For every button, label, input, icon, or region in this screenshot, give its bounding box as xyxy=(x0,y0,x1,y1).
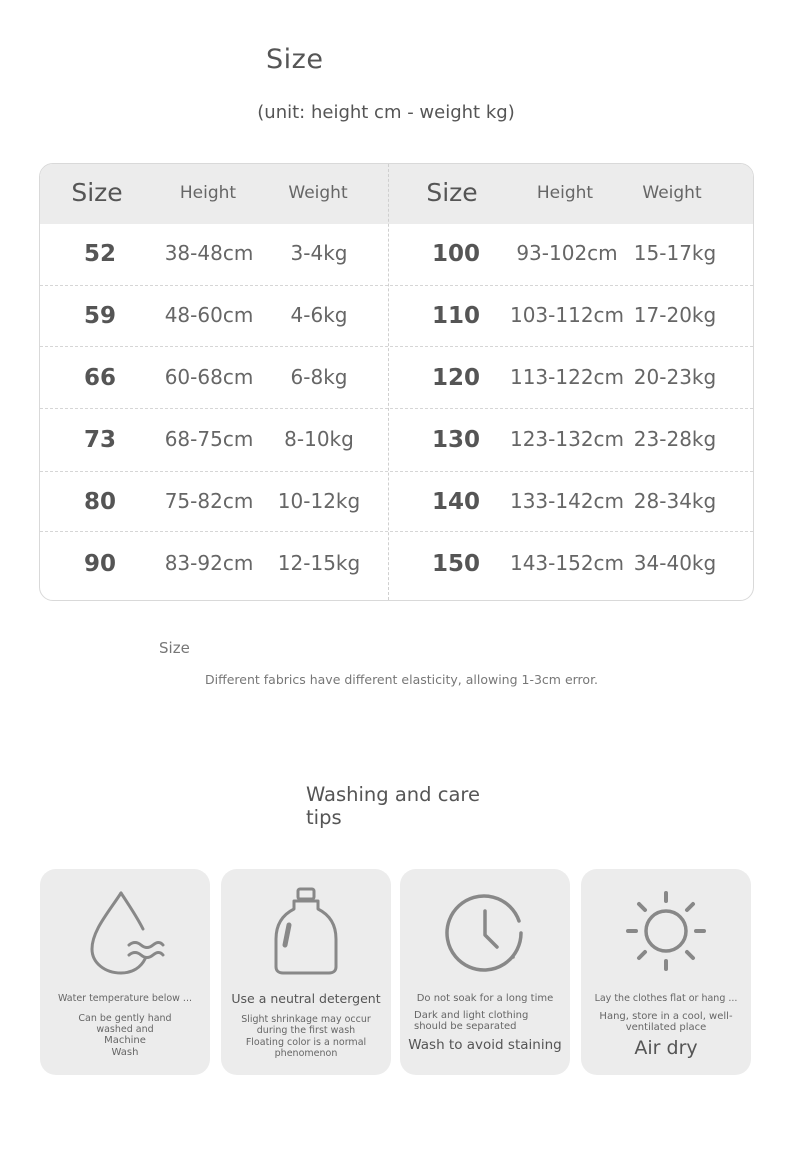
size-title: Size xyxy=(266,44,324,75)
care-line: Hang, store in a cool, well-ventilated place xyxy=(599,1011,733,1033)
height-cell: 75-82cm xyxy=(164,489,254,513)
care-line: Machine xyxy=(104,1035,146,1046)
weight-cell: 17-20kg xyxy=(633,303,717,327)
care-line: Use a neutral detergent xyxy=(231,991,381,1006)
row-divider xyxy=(40,346,753,347)
size-cell: 150 xyxy=(431,551,481,577)
care-line: Air dry xyxy=(634,1037,698,1059)
weight-cell: 10-12kg xyxy=(277,489,361,513)
detergent-bottle-icon xyxy=(256,887,356,979)
care-card-detergent xyxy=(221,869,391,1075)
clock-icon xyxy=(435,887,535,979)
height-cell: 48-60cm xyxy=(164,303,254,327)
weight-cell: 6-8kg xyxy=(290,365,348,389)
height-cell: 133-142cm xyxy=(509,489,625,513)
row-divider xyxy=(40,285,753,286)
height-cell: 83-92cm xyxy=(164,551,254,575)
care-line: Floating color is a normal phenomenon xyxy=(245,1037,367,1059)
care-line: Do not soak for a long time xyxy=(416,993,554,1004)
care-line: Lay the clothes flat or hang ... xyxy=(594,993,738,1004)
height-cell: 103-112cm xyxy=(509,303,625,327)
height-cell: 68-75cm xyxy=(164,427,254,451)
care-title: Washing and care tips xyxy=(306,783,480,829)
header-height-2: Height xyxy=(536,183,594,203)
size-cell: 73 xyxy=(83,427,117,453)
size-cell: 100 xyxy=(431,241,481,267)
height-cell: 143-152cm xyxy=(509,551,625,575)
size-cell: 110 xyxy=(431,303,481,329)
size-sub-label: Size xyxy=(159,639,190,657)
row-divider xyxy=(40,471,753,472)
weight-cell: 4-6kg xyxy=(290,303,348,327)
unit-note: (unit: height cm - weight kg) xyxy=(257,102,515,123)
care-card-dry xyxy=(581,869,751,1075)
size-cell: 59 xyxy=(83,303,117,329)
size-cell: 120 xyxy=(431,365,481,391)
size-table xyxy=(39,163,754,601)
table-header xyxy=(40,164,753,224)
header-height: Height xyxy=(179,183,237,203)
weight-cell: 12-15kg xyxy=(277,551,361,575)
weight-cell: 20-23kg xyxy=(633,365,717,389)
size-cell: 130 xyxy=(431,427,481,453)
height-cell: 113-122cm xyxy=(509,365,625,389)
water-drop-icon xyxy=(75,887,175,979)
weight-cell: 28-34kg xyxy=(633,489,717,513)
size-cell: 140 xyxy=(431,489,481,515)
height-cell: 93-102cm xyxy=(516,241,618,265)
size-cell: 90 xyxy=(83,551,117,577)
size-cell: 66 xyxy=(83,365,117,391)
column-divider xyxy=(388,164,389,600)
weight-cell: 3-4kg xyxy=(290,241,348,265)
header-size-2: Size xyxy=(426,178,478,207)
weight-cell: 34-40kg xyxy=(633,551,717,575)
care-line: Can be gently hand washed and xyxy=(78,1013,172,1035)
care-card-soak xyxy=(400,869,570,1075)
weight-cell: 8-10kg xyxy=(284,427,354,451)
elasticity-note: Different fabrics have different elasticity, allowing 1-3cm error. xyxy=(205,672,599,687)
care-line: Slight shrinkage may occur during the first wash xyxy=(241,1014,371,1036)
size-cell: 80 xyxy=(83,489,117,515)
header-weight: Weight xyxy=(288,183,348,203)
care-line: Dark and light clothing should be separated xyxy=(414,1010,529,1032)
header-size: Size xyxy=(71,178,123,207)
care-line: Wash xyxy=(111,1047,139,1058)
height-cell: 38-48cm xyxy=(164,241,254,265)
weight-cell: 23-28kg xyxy=(633,427,717,451)
weight-cell: 15-17kg xyxy=(633,241,717,265)
height-cell: 60-68cm xyxy=(164,365,254,389)
row-divider xyxy=(40,408,753,409)
care-line: Wash to avoid staining xyxy=(408,1037,562,1053)
row-divider xyxy=(40,531,753,532)
height-cell: 123-132cm xyxy=(509,427,625,451)
care-card-water xyxy=(40,869,210,1075)
care-line: Water temperature below ... xyxy=(57,993,192,1004)
size-cell: 52 xyxy=(83,241,117,267)
header-weight-2: Weight xyxy=(642,183,702,203)
sun-icon xyxy=(616,887,716,979)
